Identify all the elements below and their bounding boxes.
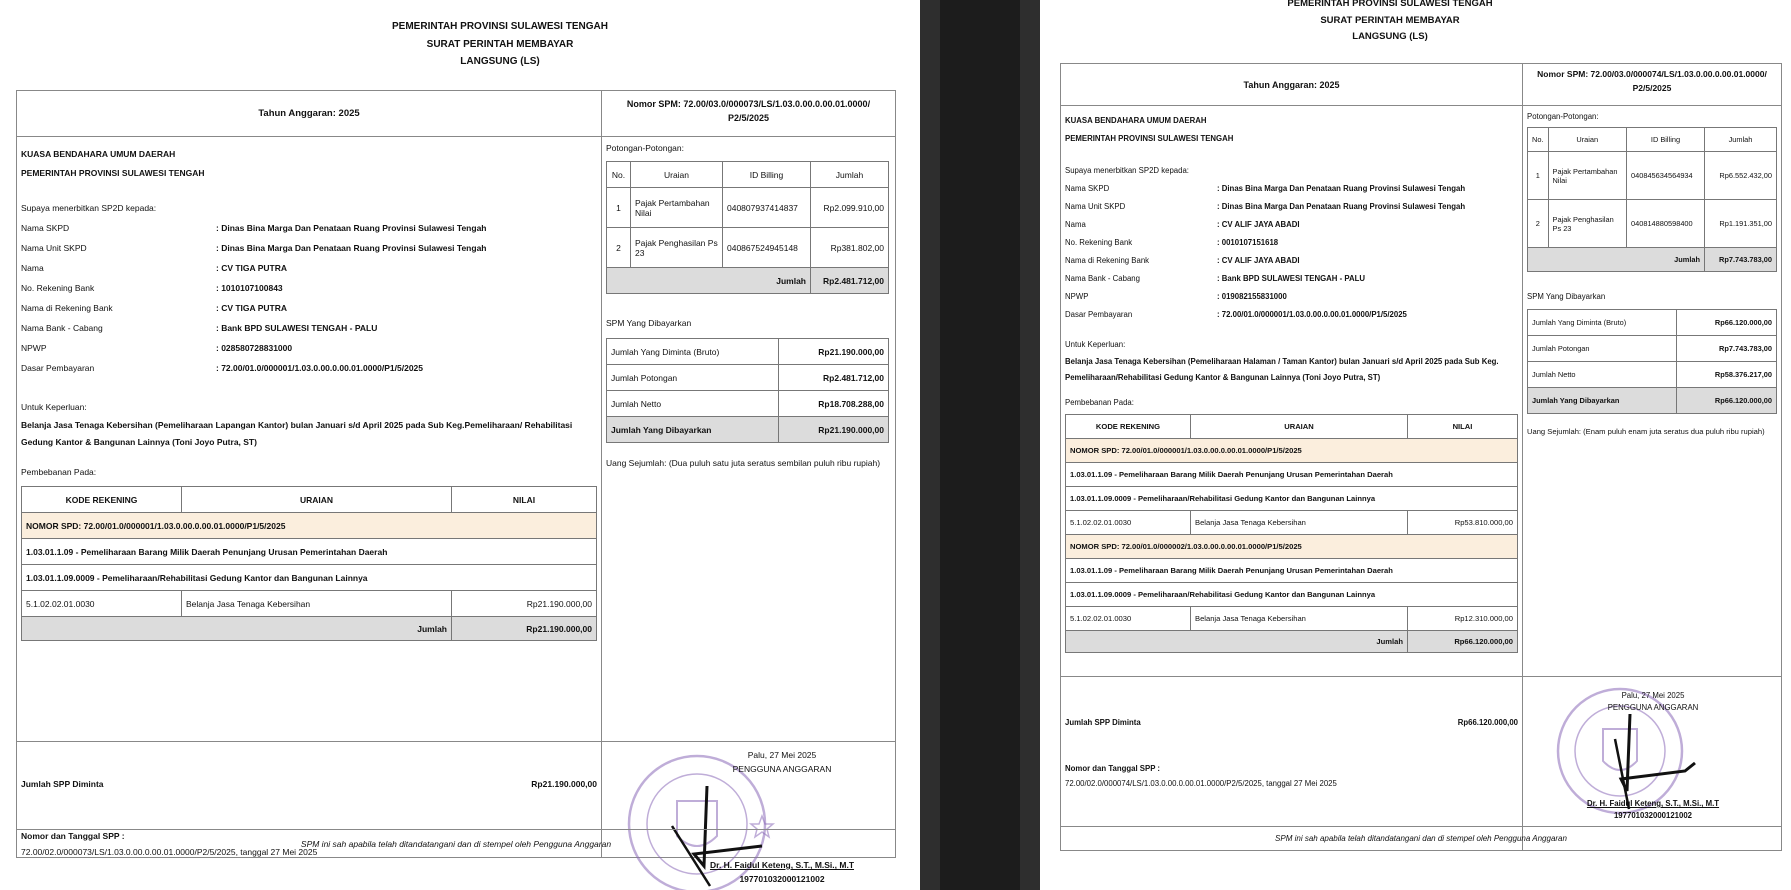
field-row: Nama Unit SKPD : Dinas Bina Marga Dan Penataan Ruang Provinsi Sulawesi Tengah [1065, 202, 1466, 211]
spp-value: Rp21.190.000,00 [531, 779, 597, 789]
header-line-2: SURAT PERINTAH MEMBAYAR [1320, 14, 1460, 26]
subprogram-row: 1.03.01.1.09.0009 - Pemeliharaan/Rehabilitasi Gedung Kantor dan Bangunan Lainnya [1066, 583, 1518, 607]
potongan-total: Rp2.481.712,00 [811, 268, 889, 294]
place-date: Palu, 27 Mei 2025 [1621, 691, 1685, 700]
fiscal-year: Tahun Anggaran: 2025 [1061, 64, 1522, 106]
field-row: Nama di Rekening Bank : CV ALIF JAYA ABADI [1065, 256, 1300, 265]
beban-table-wrap [17, 482, 601, 641]
header-line-3: LANGSUNG (LS) [1352, 31, 1428, 43]
signer-block [662, 859, 902, 886]
dibayar-wrap [1523, 301, 1781, 414]
untuk-text: Belanja Jasa Tenaga Kebersihan (Pemeliharaan Halaman / Taman Kantor) bulan Januari s/d April 2025 pada Sub Keg. Pemeliharaan/Rehabilitasi Gedung Kantor & Bangunan Lainnya (Toni Joyo Putra, ST) [1065, 357, 1499, 382]
left-column [1061, 64, 1523, 850]
dibayar-table: Jumlah Yang Diminta (Bruto) Rp66.120.000,00 Jumlah Potongan Rp7.743.783,00 Jumlah Netto Rp58.376.217,00 Jumlah Yang Dibayarkan Rp66.120.000,00 [1527, 309, 1777, 414]
fiscal-year: Tahun Anggaran: 2025 [17, 91, 601, 137]
spm-form [16, 90, 896, 884]
beban-total-label: Jumlah [1066, 631, 1408, 653]
kuasa-label: KUASA BENDAHARA UMUM DAERAH [21, 149, 176, 159]
spp-row [1065, 718, 1518, 727]
header-line-2: SURAT PERINTAH MEMBAYAR [426, 38, 574, 50]
dibayar-table: Jumlah Yang Diminta (Bruto) Rp21.190.000,00 Jumlah Potongan Rp2.481.712,00 Jumlah Netto Rp18.708.288,00 Jumlah Yang Dibayarkan Rp21.190.000,00 [606, 338, 889, 443]
sign-divider [602, 741, 895, 742]
spm-number: Nomor SPM: 72.00/03.0/000074/LS/1.03.0.00.0.00.01.0000/ P2/5/2025 [1523, 64, 1781, 106]
spp-no: 72.00/02.0/000073/LS/1.03.0.00.0.00.01.0000/P2/5/2025, tanggal 27 Mei 2025 [21, 847, 318, 857]
field-row: Nama SKPD : Dinas Bina Marga Dan Penataan Ruang Provinsi Sulawesi Tengah [21, 223, 487, 233]
spp-label: Jumlah SPP Diminta [21, 779, 104, 789]
beban-table [21, 486, 597, 641]
signature-block [662, 749, 902, 776]
kuasa-label: KUASA BENDAHARA UMUM DAERAH [1065, 116, 1207, 125]
table-row: 1 Pajak Pertambahan Nilai 040807937414837 Rp2.099.910,00 [607, 188, 889, 228]
potongan-table: No. Uraian ID Billing Jumlah 1 Pajak Pertambahan Nilai 040807937414837 Rp2.099.910,00 2 Pajak Penghasilan Ps 23 040867524945148 Rp381.802,00 Jumlah Rp2.481.712,00 [606, 161, 889, 294]
header-line-1: PEMERINTAH PROVINSI SULAWESI TENGAH [1287, 0, 1493, 9]
field-row: Nama di Rekening Bank : CV TIGA PUTRA [21, 303, 287, 313]
table-row: Jumlah Netto Rp58.376.217,00 [1528, 362, 1777, 388]
right-column [602, 91, 895, 884]
viewer-gap [920, 0, 1040, 890]
potongan-table: No. Uraian ID Billing Jumlah 1 Pajak Pertambahan Nilai 040845634564934 Rp6.552.432,00 2 Pajak Penghasilan Ps 23 040814880598400 Rp1.191.351,00 Jumlah Rp7.743.783,00 [1527, 127, 1777, 272]
recipient-section [17, 137, 601, 482]
spd-number: NOMOR SPD: 72.00/01.0/000001/1.03.0.00.0.00.01.0000/P1/5/2025 [22, 513, 597, 539]
spp-section [17, 741, 601, 742]
signer-name: Dr. H. Faidul Keteng, S.T., M.Si., M.T [1586, 799, 1720, 808]
field-row: No. Rekening Bank : 0010107151618 [1065, 238, 1279, 247]
pemprov-label: PEMERINTAH PROVINSI SULAWESI TENGAH [21, 168, 205, 178]
field-row: Dasar Pembayaran : 72.00/01.0/000001/1.03.0.00.0.00.01.0000/P1/5/2025 [21, 363, 424, 373]
spd-number: NOMOR SPD: 72.00/01.0/000001/1.03.0.00.0.00.01.0000/P1/5/2025 [1066, 439, 1518, 463]
dibayar-label: SPM Yang Dibayarkan [1527, 292, 1606, 301]
potongan-wrap [1523, 121, 1781, 272]
dibayar-wrap [602, 328, 895, 443]
program-row: 1.03.01.1.09 - Pemeliharaan Barang Milik Daerah Penunjang Urusan Pemerintahan Daerah [1066, 463, 1518, 487]
footer-note: SPM ini sah apabila telah ditandatangani dan di stempel oleh Pengguna Anggaran [1061, 826, 1781, 850]
spp-no-label: Nomor dan Tanggal SPP : [1065, 764, 1161, 773]
document-header [250, 18, 750, 71]
table-row: Jumlah Yang Diminta (Bruto) Rp66.120.000,00 [1528, 310, 1777, 336]
table-row: 5.1.02.02.01.0030 Belanja Jasa Tenaga Kebersihan Rp53.810.000,00 [1066, 511, 1518, 535]
table-row: 1 Pajak Pertambahan Nilai 040845634564934 Rp6.552.432,00 [1528, 152, 1777, 200]
signer-name: Dr. H. Faidul Keteng, S.T., M.Si., M.T [709, 860, 855, 870]
sign-divider [1523, 676, 1781, 677]
terbilang: Uang Sejumlah: (Dua puluh satu juta seratus sembilan puluh ribu rupiah) [606, 458, 881, 468]
supaya-label: Supaya menerbitkan SP2D kepada: [1065, 166, 1189, 175]
potongan-label: Potongan-Potongan: [606, 143, 684, 153]
spm-number: Nomor SPM: 72.00/03.0/000073/LS/1.03.0.00.0.00.01.0000/ P2/5/2025 [602, 91, 895, 137]
table-row: Jumlah Netto Rp18.708.288,00 [607, 391, 889, 417]
potongan-total: Rp7.743.783,00 [1705, 248, 1777, 272]
dibayar-total: Rp66.120.000,00 [1677, 388, 1777, 414]
spp-label: Jumlah SPP Diminta [1065, 718, 1141, 727]
beban-total: Rp21.190.000,00 [452, 617, 597, 641]
table-row: Jumlah Yang Diminta (Bruto) Rp21.190.000,00 [607, 339, 889, 365]
spd-number: NOMOR SPD: 72.00/01.0/000002/1.03.0.00.0.00.01.0000/P1/5/2025 [1066, 535, 1518, 559]
field-row: Nama Unit SKPD : Dinas Bina Marga Dan Penataan Ruang Provinsi Sulawesi Tengah [21, 243, 487, 253]
table-row: Jumlah Potongan Rp7.743.783,00 [1528, 336, 1777, 362]
header-line-1: PEMERINTAH PROVINSI SULAWESI TENGAH [392, 21, 608, 32]
supaya-label: Supaya menerbitkan SP2D kepada: [21, 203, 157, 213]
untuk-label: Untuk Keperluan: [21, 402, 87, 412]
spp-row [21, 779, 597, 789]
table-row: 2 Pajak Penghasilan Ps 23 040867524945148 Rp381.802,00 [607, 228, 889, 268]
col-kode: KODE REKENING [22, 487, 182, 513]
subprogram-row: 1.03.01.1.09.0009 - Pemeliharaan/Rehabilitasi Gedung Kantor dan Bangunan Lainnya [22, 565, 597, 591]
spp-no-block [1065, 764, 1337, 788]
field-row: No. Rekening Bank : 1010107100843 [21, 283, 283, 293]
untuk-label: Untuk Keperluan: [1065, 340, 1126, 349]
field-row: Nama Bank - Cabang : Bank BPD SULAWESI TENGAH - PALU [1065, 274, 1366, 283]
beban-table-wrap [1061, 412, 1522, 653]
program-row: 1.03.01.1.09 - Pemeliharaan Barang Milik Daerah Penunjang Urusan Pemerintahan Daerah [1066, 559, 1518, 583]
signer-nip: 197701032000121002 [739, 873, 825, 884]
field-row: Dasar Pembayaran : 72.00/01.0/000001/1.03.0.00.0.00.01.0000/P1/5/2025 [1065, 310, 1407, 319]
place-date: Palu, 27 Mei 2025 [747, 750, 817, 760]
left-column [17, 91, 602, 857]
pembebanan-label: Pembebanan Pada: [1065, 398, 1134, 407]
recipient-section [1061, 106, 1522, 412]
dibayar-total: Rp21.190.000,00 [779, 417, 889, 443]
signature-block [1553, 690, 1753, 715]
field-row: NPWP : 028580728831000 [21, 343, 293, 353]
spp-section [1061, 676, 1522, 677]
field-row: Nama Bank - Cabang : Bank BPD SULAWESI TENGAH - PALU [21, 323, 378, 333]
pemprov-label: PEMERINTAH PROVINSI SULAWESI TENGAH [1065, 134, 1234, 143]
table-row: 5.1.02.02.01.0030 Belanja Jasa Tenaga Kebersihan Rp12.310.000,00 [1066, 607, 1518, 631]
potongan-label: Potongan-Potongan: [1527, 112, 1599, 121]
document-page-right [1040, 0, 1791, 890]
dibayar-label: SPM Yang Dibayarkan [606, 318, 692, 328]
beban-total: Rp66.120.000,00 [1408, 631, 1518, 653]
col-uraian: URAIAN [182, 487, 452, 513]
footer-note: SPM ini sah apabila telah ditandatangani dan di stempel oleh Pengguna Anggaran [17, 829, 895, 857]
signer-block [1553, 798, 1753, 823]
document-header [1140, 0, 1640, 46]
field-row: Nama SKPD : Dinas Bina Marga Dan Penataan Ruang Provinsi Sulawesi Tengah [1065, 184, 1466, 193]
field-row: NPWP : 019082155831000 [1065, 292, 1287, 301]
subprogram-row: 1.03.01.1.09.0009 - Pemeliharaan/Rehabilitasi Gedung Kantor dan Bangunan Lainnya [1066, 487, 1518, 511]
table-row: Jumlah Potongan Rp2.481.712,00 [607, 365, 889, 391]
spp-no: 72.00/02.0/000074/LS/1.03.0.00.0.00.01.0000/P2/5/2025, tanggal 27 Mei 2025 [1065, 779, 1337, 788]
table-row: 2 Pajak Penghasilan Ps 23 040814880598400 Rp1.191.351,00 [1528, 200, 1777, 248]
role: PENGGUNA ANGGARAN [732, 763, 832, 774]
spp-value: Rp66.120.000,00 [1457, 718, 1518, 727]
terbilang: Uang Sejumlah: (Enam puluh enam juta seratus dua puluh ribu rupiah) [1527, 427, 1765, 436]
spp-no-label: Nomor dan Tanggal SPP : [21, 831, 125, 841]
field-row: Nama : CV ALIF JAYA ABADI [1065, 220, 1300, 229]
table-row: 5.1.02.02.01.0030 Belanja Jasa Tenaga Kebersihan Rp21.190.000,00 [22, 591, 597, 617]
field-row: Nama : CV TIGA PUTRA [21, 263, 287, 273]
header-line-3: LANGSUNG (LS) [460, 56, 540, 67]
program-row: 1.03.01.1.09 - Pemeliharaan Barang Milik Daerah Penunjang Urusan Pemerintahan Daerah [22, 539, 597, 565]
col-nilai: NILAI [452, 487, 597, 513]
right-column [1523, 64, 1781, 850]
role: PENGGUNA ANGGARAN [1607, 703, 1699, 713]
potongan-wrap [602, 153, 895, 294]
untuk-text: Belanja Jasa Tenaga Kebersihan (Pemeliharaan Lapangan Kantor) bulan Januari s/d April 2025 pada Sub Keg.Pemeliharaan/ Rehabilitasi Gedung Kantor & Bangunan Lainnya (Toni Joyo Putra, ST) [21, 420, 573, 447]
spm-form [1060, 63, 1782, 851]
signer-nip: 197701032000121002 [1613, 811, 1693, 821]
beban-total-label: Jumlah [22, 617, 452, 641]
beban-table: KODE REKENING URAIAN NILAI NOMOR SPD: 72.00/01.0/000001/1.03.0.00.0.00.01.0000/P1/5/2025 1.03.01.1.09 - Pemeliharaan Barang Milik Daerah Penunjang Urusan Pemerintahan Daerah 1.03.01.1.09.0009 - Pemeliharaan/Rehabilitasi Gedung Kantor dan Bangunan Lainnya 5.1.02.02.01.0030 Belanja Jasa Tenaga Kebersihan Rp53.810.000,00 NOMOR SPD: 72.00/01.0/000002/1.03.0.00.0.00.01.0000/P1/5/2025 1.03.01.1.09 - Pemeliharaan Barang Milik Daerah Penunjang Urusan Pemerintahan Daerah 1.03.01.1.09.0009 - Pemeliharaan/Rehabilitasi Gedung Kantor dan Bangunan Lainnya 5.1.02.02.01.0030 Belanja Jasa Tenaga Kebersihan Rp12.310.000,00 Jumlah Rp66.120.000,00 [1065, 414, 1518, 653]
pembebanan-label: Pembebanan Pada: [21, 467, 97, 477]
